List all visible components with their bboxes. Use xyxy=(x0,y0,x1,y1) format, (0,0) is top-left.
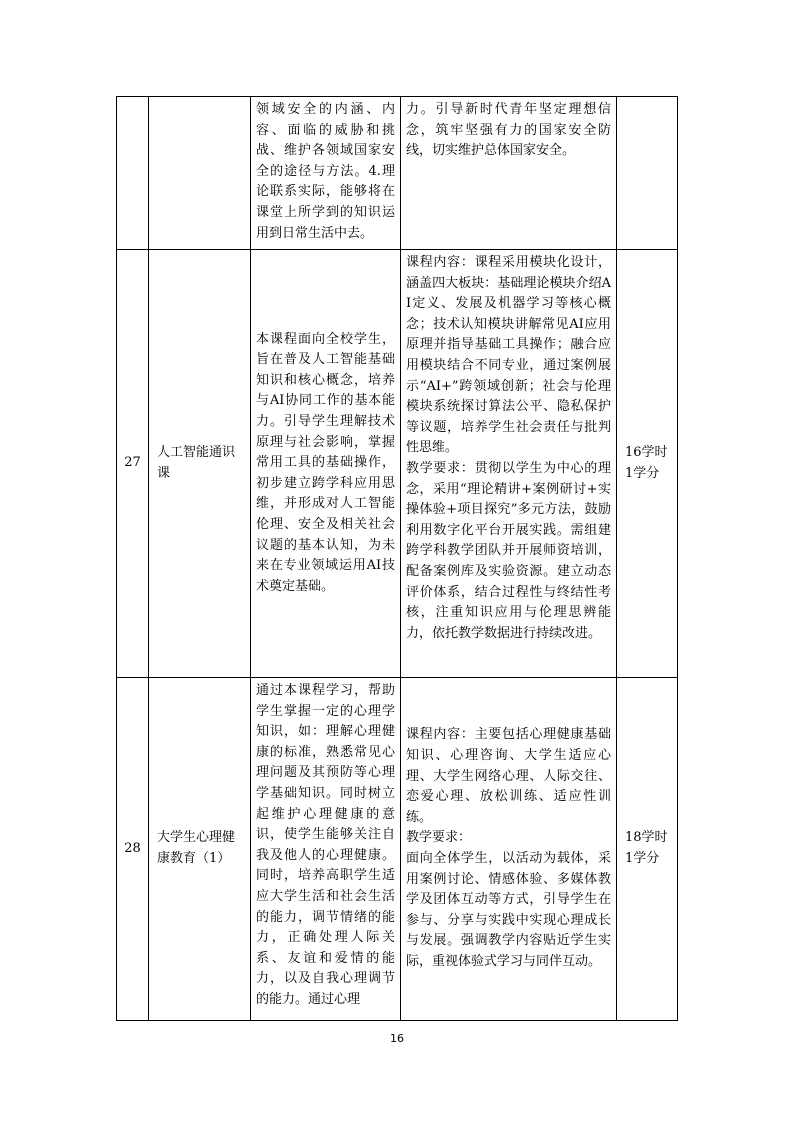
course-number: 28 xyxy=(117,678,149,1021)
course-hours xyxy=(617,97,678,250)
course-hours: 16学时 1学分 xyxy=(617,250,678,678)
course-name xyxy=(149,97,251,250)
table-row xyxy=(117,250,678,678)
course-number: 27 xyxy=(117,250,149,678)
page-number: 16 xyxy=(390,1032,404,1045)
course-requirements: 课程内容：主要包括心理健康基础知识、心理咨询、大学生适应心理、大学生网络心理、人际交往、恋爱心理、放松训练、适应性训练。 教学要求： 面向全体学生，以活动为载体，采用案例讨论、情感体验、多媒体教学及团体互动等方式，引导学生在参与、分享与实践中实现心理成长与发展。强调教学内容贴近学生实际，重视体验式学习与同伴互动。 xyxy=(401,678,617,1021)
course-goal: 本课程面向全校学生，旨在普及人工智能基础知识和核心概念，培养与AI协同工作的基本能力。引导学生理解技术原理与社会影响，掌握常用工具的基础操作，初步建立跨学科应用思维，并形成对人工智能伦理、安全及相关社会议题的基本认知，为未来在专业领域运用AI技术奠定基础。 xyxy=(251,250,401,678)
course-name: 人工智能通识课 xyxy=(149,250,251,678)
course-name: 大学生心理健康教育（1） xyxy=(149,678,251,1021)
table-row xyxy=(117,97,678,250)
course-requirements: 力。引导新时代青年坚定理想信念，筑牢坚强有力的国家安全防线，切实维护总体国家安全。 xyxy=(401,97,617,250)
course-hours: 18学时 1学分 xyxy=(617,678,678,1021)
course-number xyxy=(117,97,149,250)
course-requirements: 课程内容：课程采用模块化设计，涵盖四大板块：基础理论模块介绍AI定义、发展及机器学习等核心概念；技术认知模块讲解常见AI应用原理并指导基础工具操作；融合应用模块结合不同专业，通过案例展示“AI+”跨领域创新；社会与伦理模块系统探讨算法公平、隐私保护等议题，培养学生社会责任与批判性思维。 教学要求：贯彻以学生为中心的理念，采用“理论精讲+案例研讨+实操体验+项目探究”多元方法，鼓励利用数字化平台开展实践。需组建跨学科教学团队并开展师资培训，配备案例库及实验资源。建立动态评价体系，结合过程性与终结性考核，注重知识应用与伦理思辨能力，依托教学数据进行持续改进。 xyxy=(401,250,617,678)
table-row xyxy=(117,678,678,1021)
course-table xyxy=(116,96,678,1021)
course-goal: 通过本课程学习，帮助学生掌握一定的心理学知识，如：理解心理健康的标准，熟悉常见心理问题及其预防等心理学基础知识。同时树立起维护心理健康的意识，使学生能够关注自我及他人的心理健康。同时，培养高职学生适应大学生活和社会生活的能力，调节情绪的能力，正确处理人际关系、友谊和爱情的能力，以及自我心理调节的能力。通过心理 xyxy=(251,678,401,1021)
course-goal: 领域安全的内涵、内容、面临的威胁和挑战、维护各领域国家安全的途径与方法。4.理论联系实际，能够将在课堂上所学到的知识运用到日常生活中去。 xyxy=(251,97,401,250)
